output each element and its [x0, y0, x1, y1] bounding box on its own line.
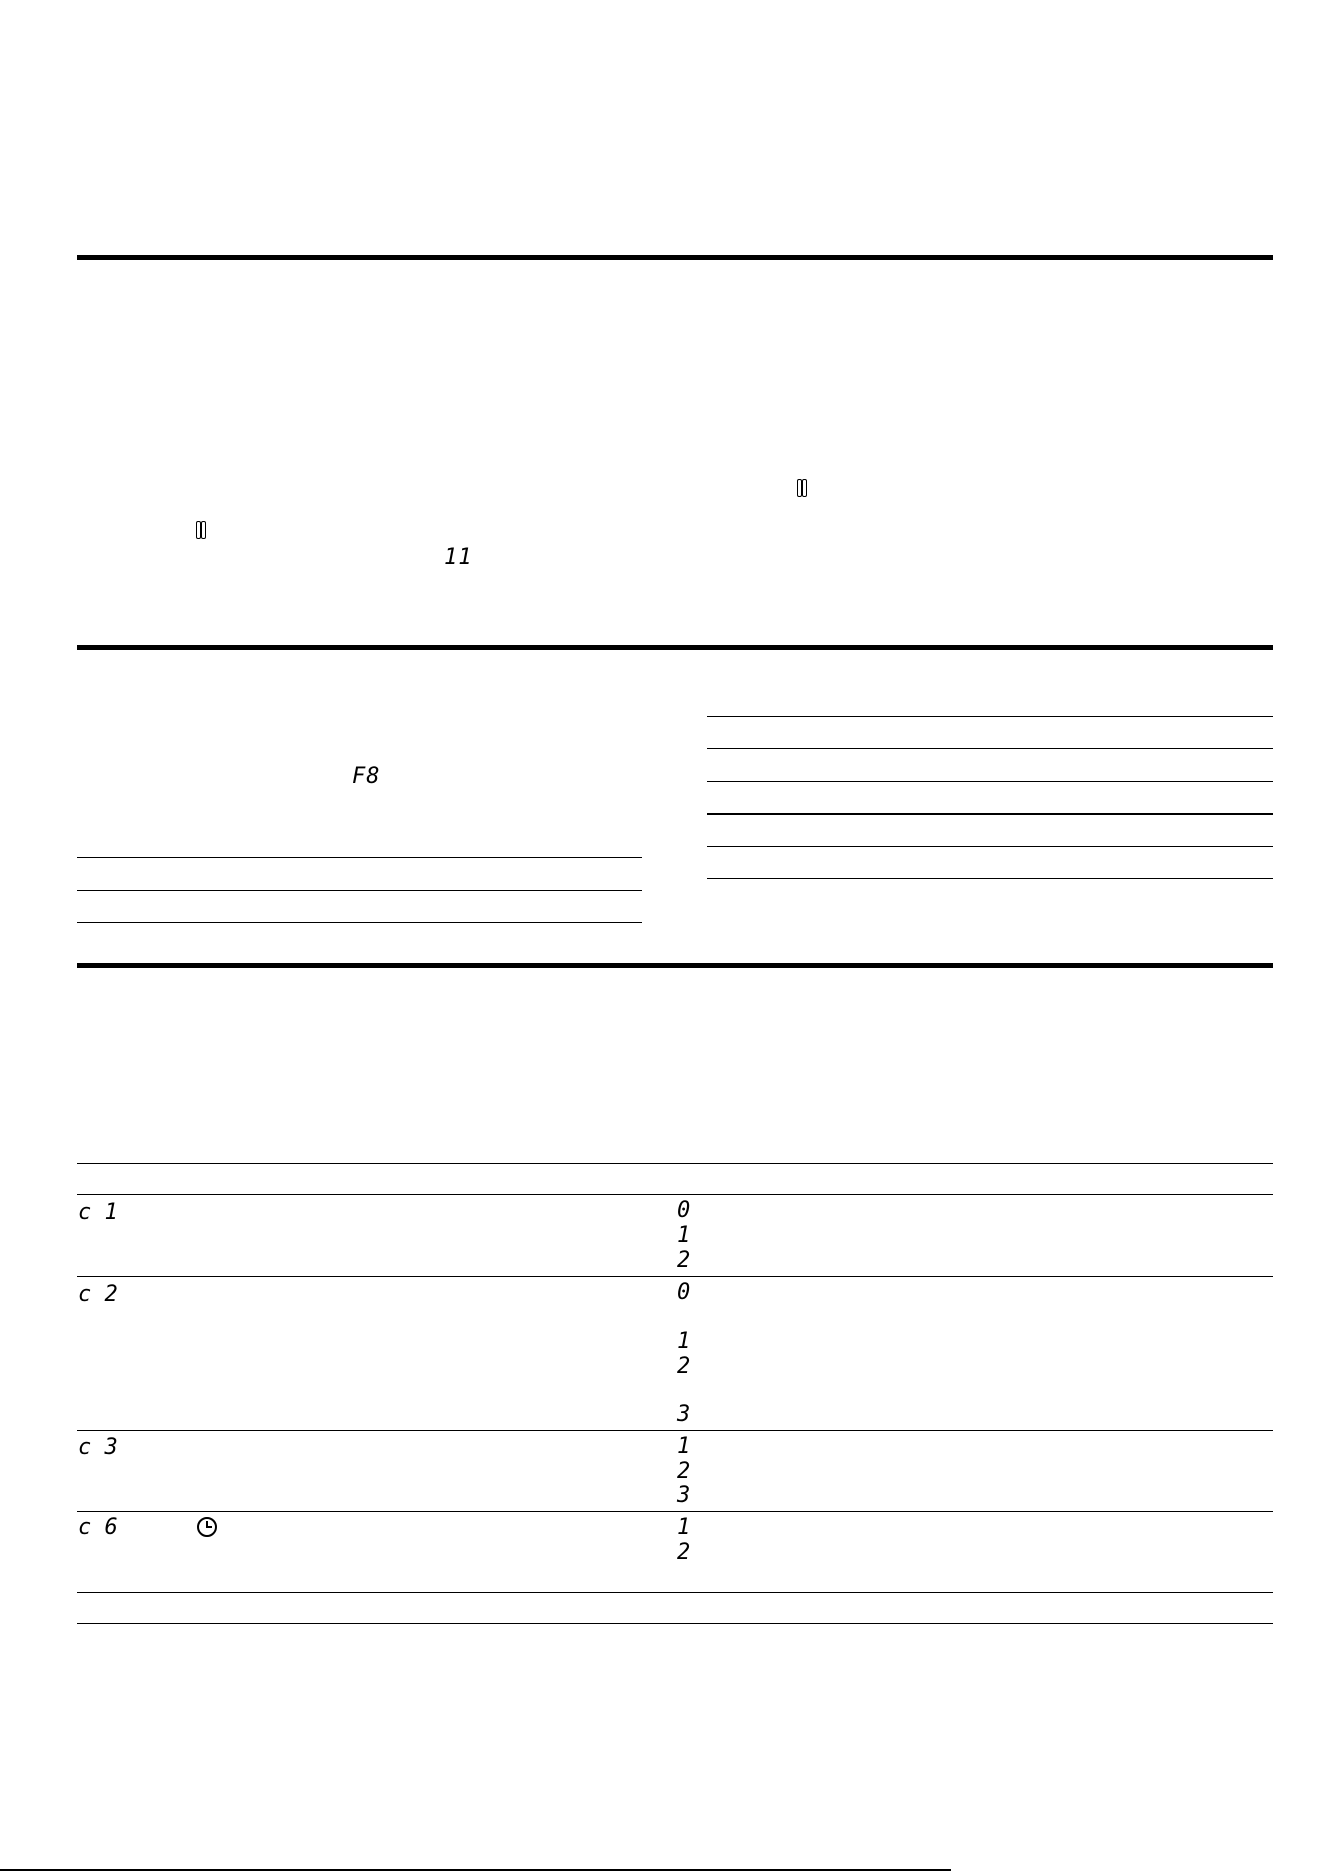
table-line	[707, 781, 1273, 782]
setting-value: 1	[677, 1434, 691, 1459]
setting-value: 3	[677, 1483, 691, 1508]
setting-value: 2	[677, 1540, 691, 1565]
setting-code-c1: c 1	[78, 1200, 118, 1225]
setting-code-c6: c 6	[78, 1515, 118, 1540]
setting-value: 3	[677, 1402, 691, 1427]
display-symbol-f8: F8	[352, 764, 381, 789]
setting-value: 1	[677, 1515, 691, 1540]
pause-icon	[196, 521, 206, 539]
table-line	[707, 878, 1273, 879]
section-divider-top	[77, 255, 1273, 260]
table-line	[77, 890, 642, 891]
pause-icon	[797, 479, 807, 497]
setting-value: 1	[677, 1329, 691, 1354]
table-line	[77, 922, 642, 923]
table-row-divider	[77, 1511, 1273, 1512]
setting-code-c2: c 2	[78, 1282, 118, 1307]
table-line	[707, 846, 1273, 847]
setting-value: 0	[677, 1198, 691, 1223]
section-divider-settings	[77, 963, 1273, 968]
table-line	[707, 813, 1273, 815]
setting-value: 2	[677, 1354, 691, 1379]
setting-value: 2	[677, 1459, 691, 1484]
clock-icon	[197, 1517, 217, 1537]
table-line	[707, 748, 1273, 749]
table-row-divider	[77, 1276, 1273, 1277]
setting-value: 1	[677, 1223, 691, 1248]
display-symbol-11: 11	[444, 545, 473, 570]
table-line	[77, 857, 642, 858]
table-line	[77, 1194, 1273, 1195]
setting-value: 0	[677, 1280, 691, 1305]
section-divider-middle	[77, 645, 1273, 650]
table-header-line	[77, 1163, 1273, 1164]
setting-code-c3: c 3	[78, 1435, 118, 1460]
table-row-divider	[77, 1592, 1273, 1593]
page-footer-bar	[0, 1869, 951, 1871]
setting-value: 2	[677, 1248, 691, 1273]
table-bottom-line	[77, 1623, 1273, 1624]
table-row-divider	[77, 1430, 1273, 1431]
table-line	[707, 716, 1273, 717]
